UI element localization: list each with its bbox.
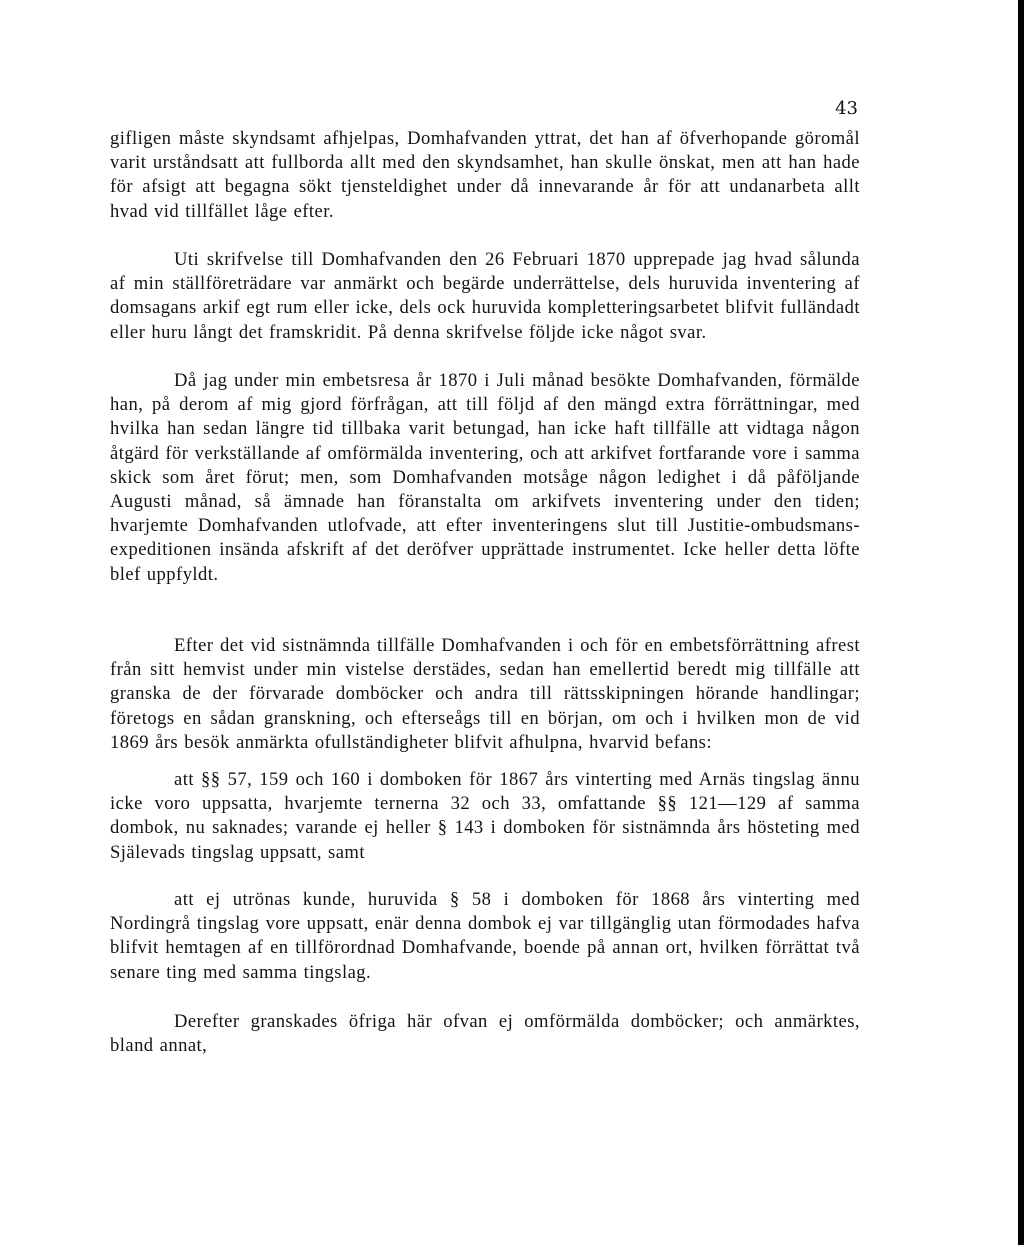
paragraph-1: gifligen måste skyndsamt afhjelpas, Domhafvanden yttrat, det han af öfverhopande göromål varit urståndsatt att fullborda allt med den skyndsamhet, han skulle önskat, men att han hade för afsigt att begagna sökt tjensteldighet under då innevarande år för att undanarbeta allt hvad vid tillfället låge efter. xyxy=(110,128,860,222)
paragraph-4: Efter det vid sistnämnda tillfälle Domhafvanden i och för en embetsförrättning afrest från sitt hemvist under min vistelse derstädes, sedan han emellertid beredt mig tillfälle att granska de der förvarade domböcker och andra till rättsskipningen hörande handlingar; företogs en sådan granskning, och efterseågs till en början, om och i hvilken mon de vid 1869 års besök anmärkta ofullständigheter blifvit afhulpna, hvarvid befans: xyxy=(110,635,860,753)
paragraph-5: att §§ 57, 159 och 160 i domboken för 1867 års vinterting med Arnäs tingslag ännu icke voro uppsatta, hvarjemte ternerna 32 och 33, omfattande §§ 121—129 af samma dombok, nu saknades; varande ej heller § 143 i domboken för sistnämnda års hösteting med Själevads tingslag uppsatt, samt xyxy=(110,769,860,863)
paragraph-2: Uti skrifvelse till Domhafvanden den 26 Februari 1870 upprepade jag hvad sålunda af min ställföreträdare var anmärkt och begärde underrättelse, dels huruvida inventering af domsagans arkif egt rum eller icke, dels ock huruvida kompletteringsarbetet blifvit fulländadt eller huru långt det framskridit. På denna skrifvelse följde icke något svar. xyxy=(110,249,860,343)
paragraph-6: att ej utrönas kunde, huruvida § 58 i domboken för 1868 års vinterting med Nordingrå tingslag vore uppsatt, enär denna dombok ej var tillgänglig utan förmodades hafva blifvit hemtagen af en tillförordnad Domhafvande, boende på annan ort, hvilken förrättat två senare ting med samma tingslag. xyxy=(110,889,860,983)
paragraph-7: Derefter granskades öfriga här ofvan ej omförmälda domböcker; och anmärktes, bland annat, xyxy=(110,1011,860,1057)
paragraph-3: Då jag under min embetsresa år 1870 i Juli månad besökte Domhafvanden, förmälde han, på derom af mig gjord förfrågan, att till följd af den mängd extra förrättningar, med hvilka han sedan längre tid tillbaka varit betungad, han icke haft tillfälle att vidtaga någon åtgärd för verkställande af omförmälda inventering, och att arkifvet fortfarande vore i samma skick som året förut; men, som Domhafvanden motsåge någon ledighet i då påföljande Augusti månad, så ämnade han föranstalta om arkifvets inventering under den tiden; hvarjemte Domhafvanden utlofvade, att efter inventeringens slut till Justitie-ombudsmans-expeditionen insända afskrift af det deröfver upprättade instrumentet. Icke heller detta löfte blef uppfyldt. xyxy=(110,370,860,585)
page-number: 43 xyxy=(835,98,858,119)
